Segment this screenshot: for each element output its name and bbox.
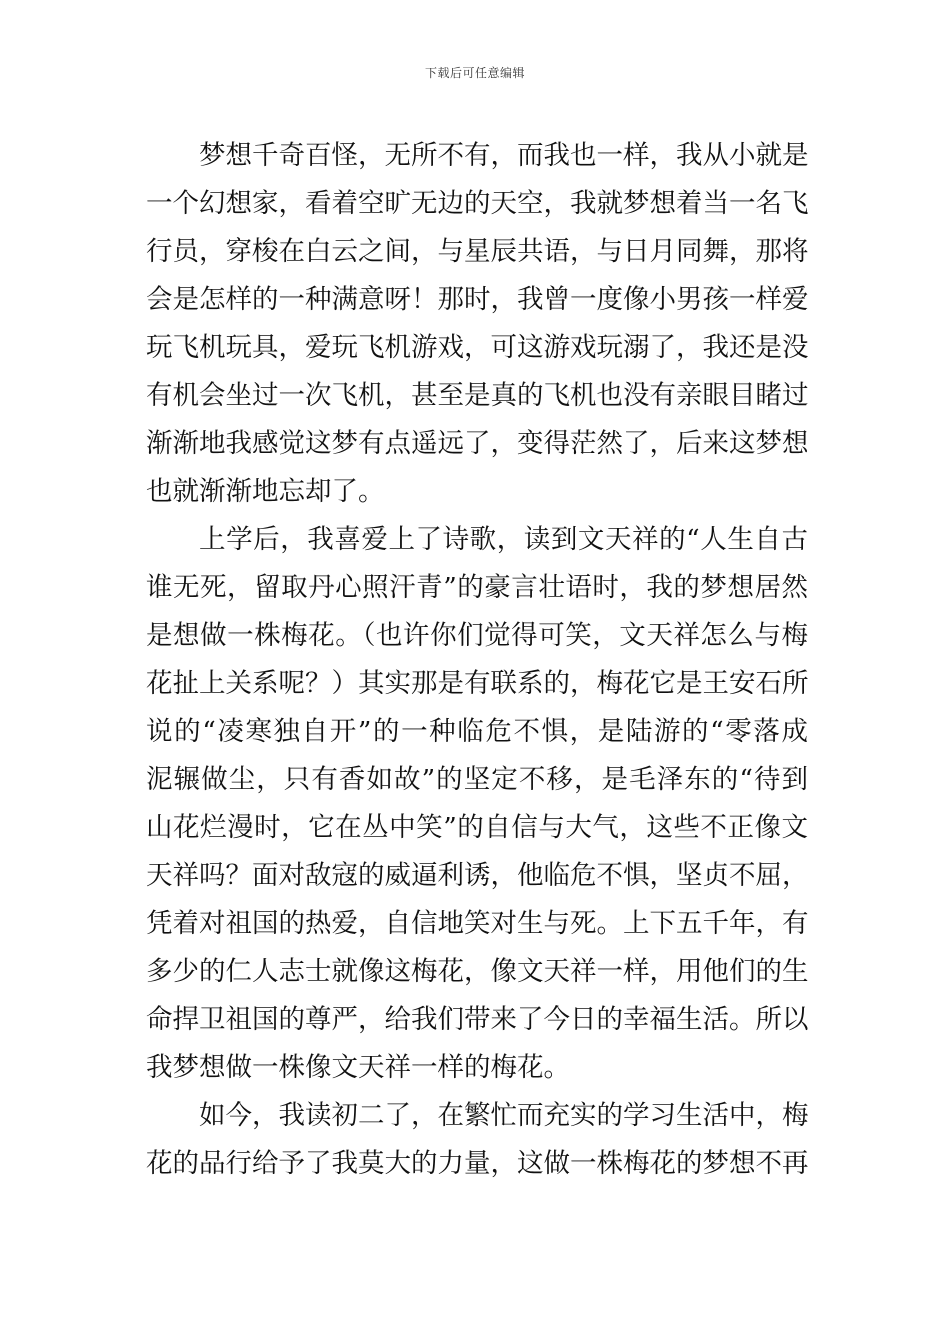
text-line: 泥辗做尘，只有香如故”的坚定不移，是毛泽东的“待到: [146, 764, 808, 795]
page-header: 下载后可任意编辑: [424, 66, 525, 80]
text-line: 一个幻想家，看着空旷无边的天空，我就梦想着当一名飞: [146, 188, 809, 219]
text-line: 也就渐渐地忘却了。: [146, 476, 385, 507]
text-line: 花扯上关系呢？）其实那是有联系的，梅花它是王安石所: [146, 668, 809, 699]
text-line: 是想做一株梅花。（也许你们觉得可笑，文天祥怎么与梅: [146, 620, 808, 651]
text-line: 山花烂漫时，它在丛中笑”的自信与大气，这些不正像文: [146, 812, 808, 843]
text-line: 谁无死，留取丹心照汗青”的豪言壮语时，我的梦想居然: [146, 572, 808, 603]
text-line: 玩飞机玩具，爱玩飞机游戏，可这游戏玩溺了，我还是没: [146, 332, 809, 363]
text-line: 如今，我读初二了，在繁忙而充实的学习生活中，梅: [199, 1100, 809, 1131]
text-line: 梦想千奇百怪，无所不有，而我也一样，我从小就是: [199, 140, 809, 171]
document-body: [146, 132, 808, 1188]
paragraph-2: [146, 516, 808, 1092]
text-line: 多少的仁人志士就像这梅花，像文天祥一样，用他们的生: [146, 956, 809, 987]
text-line: 凭着对祖国的热爱，自信地笑对生与死。上下五千年，有: [146, 908, 809, 939]
text-line: 花的品行给予了我莫大的力量，这做一株梅花的梦想不再: [146, 1148, 809, 1179]
text-line: 有机会坐过一次飞机，甚至是真的飞机也没有亲眼目睹过: [146, 380, 809, 411]
text-line: 渐渐地我感觉这梦有点遥远了，变得茫然了，后来这梦想: [146, 428, 809, 459]
text-line: 行员，穿梭在白云之间，与星辰共语，与日月同舞，那将: [146, 236, 809, 267]
paragraph-1: [146, 132, 808, 516]
text-line: 上学后，我喜爱上了诗歌，读到文天祥的“人生自古: [199, 524, 808, 555]
text-line: 天祥吗？面对敌寇的威逼利诱，他临危不惧，坚贞不屈，: [146, 860, 809, 891]
text-line: 我梦想做一株像文天祥一样的梅花。: [146, 1052, 570, 1083]
paragraph-3: [146, 1092, 808, 1188]
text-line: 会是怎样的一种满意呀！那时，我曾一度像小男孩一样爱: [146, 284, 809, 315]
text-line: 命捍卫祖国的尊严，给我们带来了今日的幸福生活。所以: [146, 1004, 809, 1035]
text-line: 说的“凌寒独自开”的一种临危不惧，是陆游的“零落成: [146, 716, 808, 747]
